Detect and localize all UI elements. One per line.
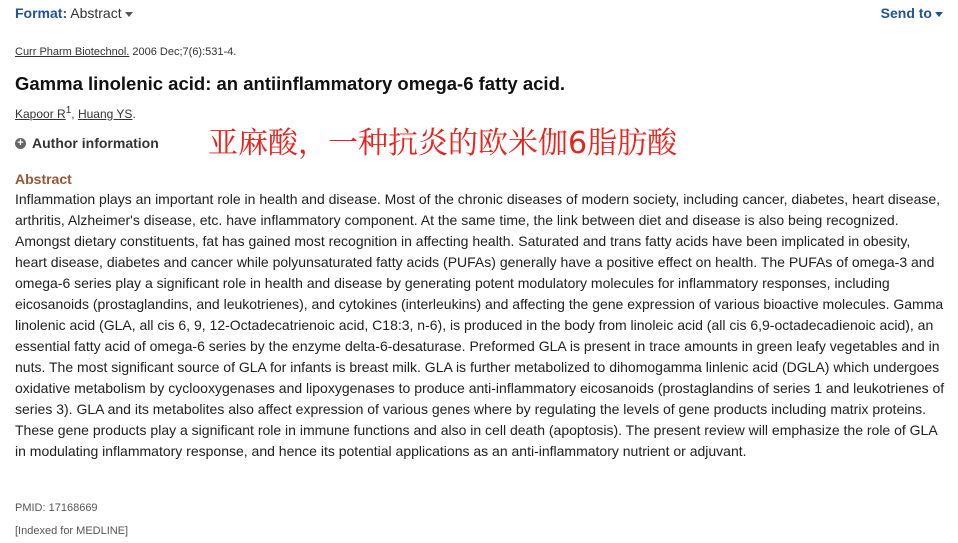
indexed-status: [Indexed for MEDLINE] — [15, 525, 129, 537]
journal-link[interactable]: Curr Pharm Biotechnol. — [15, 46, 130, 58]
abstract-text: Inflammation plays an important role in health and disease. Most of the chronic diseases of modern society, including cancer, diabetes, heart disease, arthritis, Alzheimer's disease, etc. have inflammatory component. At the same time, the link between diet and disease is also being recognized. Amongst dietary constituents, fat has gained most recognition in affecting health. Saturated and trans fatty acids have been implicated in obesity, heart disease, diabetes and cancer while polyunsaturated fatty acids (PUFAs) generally have a positive effect on health. The PUFAs of omega-3 and omega-6 series play a significant role in health and disease by generating potent modulatory molecules for inflammatory responses, including eicosanoids (prostaglandins, and leukotrienes), and cytokines (interleukins) and affecting the gene expression of various bioactive molecules. Gamma linolenic acid (GLA, all cis 6, 9, 12-Octadecatrienoic acid, C18:3, n-6), is produced in the body from linoleic acid (all cis 6,9-octadecadienoic acid), an essential fatty acid of omega-6 series by the enzyme delta-6-desaturase. Preformed GLA is present in trace amounts in green leafy vegetables and in nuts. The most significant source of GLA for infants is breast milk. GLA is further metabolized to dihomogamma linlenic acid (DGLA) which undergoes oxidative metabolism by cyclooxygenases and lipoxygenases to produce anti-inflammatory eicosanoids (prostaglandins of series 1 and leukotrienes of series 3). GLA and its metabolites also affect expression of various genes where by regulating the levels of gene products including matrix proteins. These gene products play a significant role in immune functions and also in cell death (apoptosis). The present review will emphasize the role of GLA in modulating inflammatory response, and hence its potential applications as an anti-inflammatory nutrient or adjuvant. — [15, 191, 945, 459]
chevron-down-icon — [125, 12, 133, 17]
pmid: PMID: 17168669 — [15, 502, 98, 514]
send-to-label: Send to — [880, 5, 932, 21]
format-value: Abstract — [70, 5, 122, 21]
citation-details: 2006 Dec;7(6):531-4. — [132, 46, 237, 58]
format-selector[interactable] — [15, 5, 133, 21]
send-to-button[interactable] — [881, 5, 943, 21]
toolbar — [15, 5, 943, 23]
author-affiliation-sup[interactable]: 1 — [65, 105, 72, 116]
expand-plus-icon: + — [15, 138, 26, 149]
author-information-label: Author information — [32, 135, 159, 151]
author-link[interactable]: Huang YS — [77, 107, 133, 121]
citation — [15, 46, 236, 58]
chevron-down-icon — [935, 12, 943, 17]
author-information-toggle[interactable] — [15, 135, 159, 151]
abstract-heading: Abstract — [15, 171, 72, 187]
author-link[interactable]: Kapoor R — [15, 107, 66, 121]
chinese-title-annotation: 亚麻酸，一种抗炎的欧米伽6脂肪酸 — [208, 126, 678, 161]
article-title: Gamma linolenic acid: an antiinflammatory omega-6 fatty acid. — [15, 73, 566, 94]
author-list: Kapoor $R^1$, Huang YS. — [15, 105, 136, 121]
format-label: Format: — [15, 5, 68, 21]
